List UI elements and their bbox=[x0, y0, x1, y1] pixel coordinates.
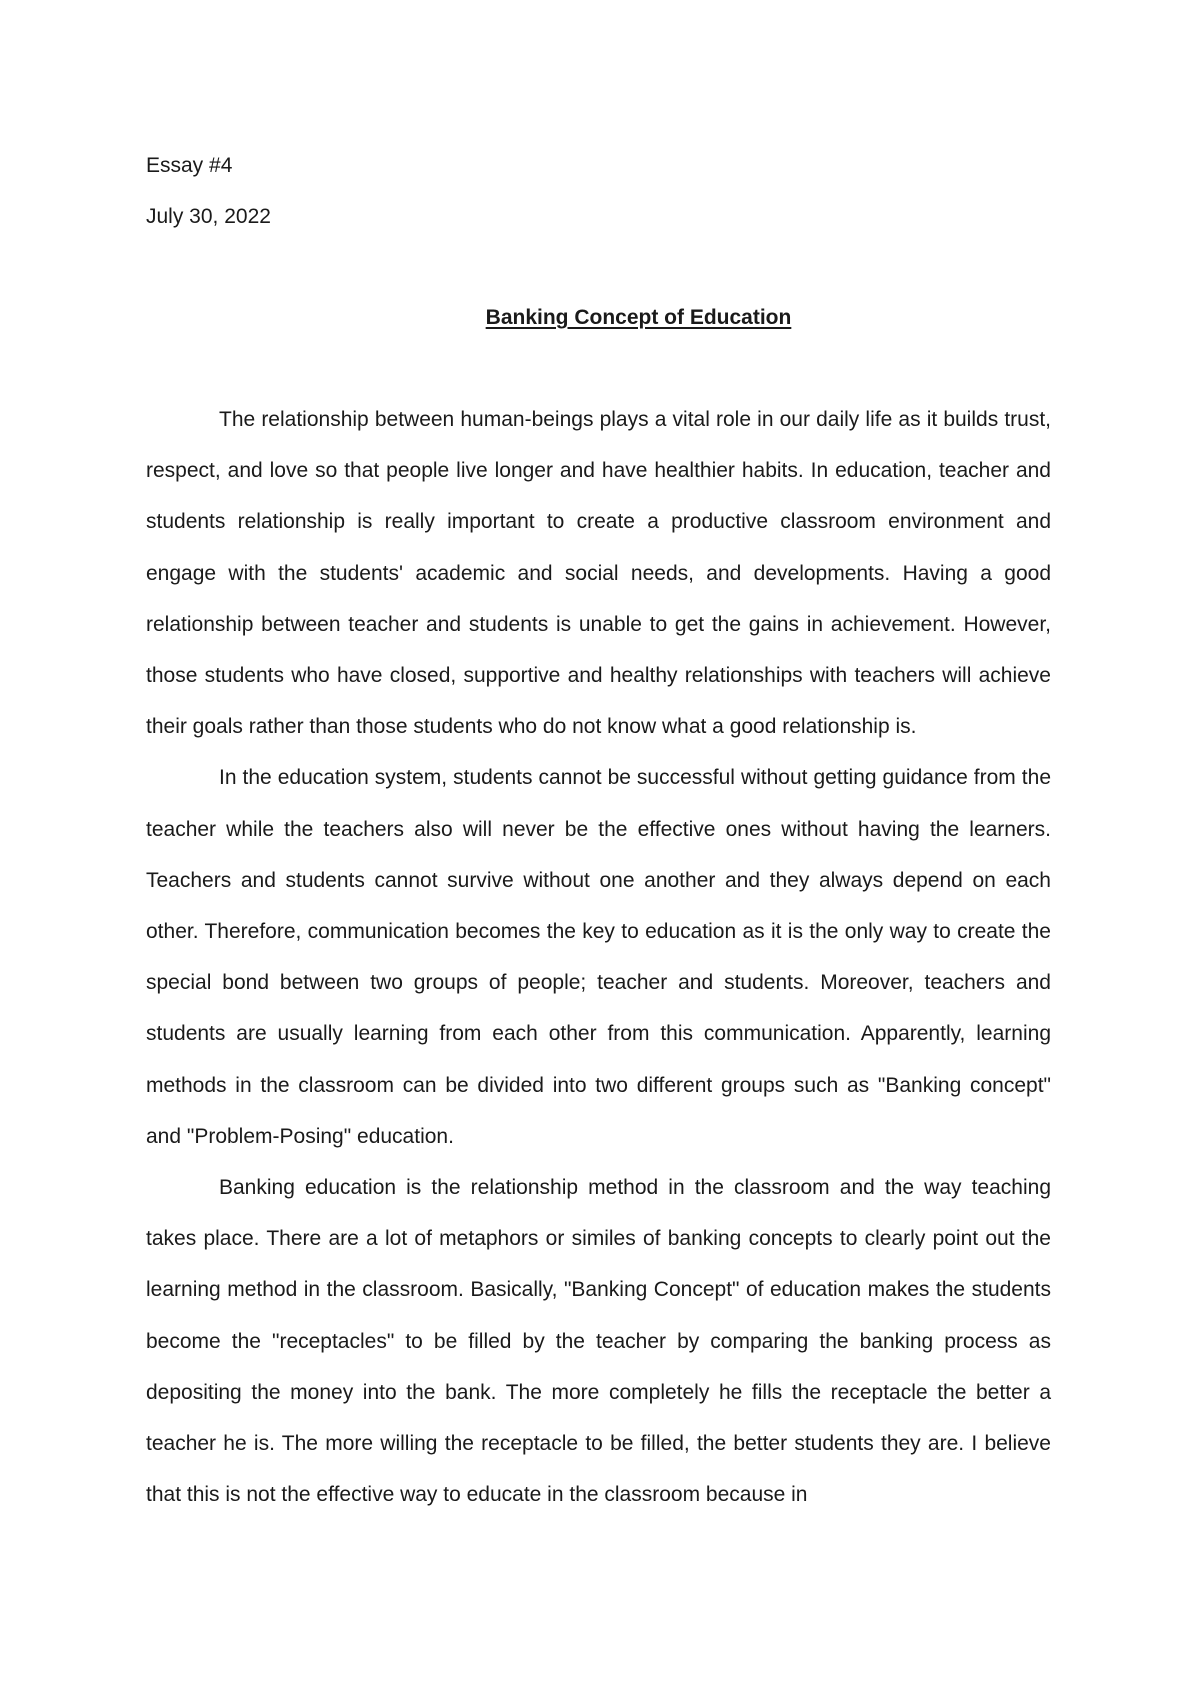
essay-number: Essay #4 bbox=[146, 154, 233, 177]
essay-date: July 30, 2022 bbox=[146, 205, 271, 228]
title-row bbox=[146, 292, 1051, 343]
document-content bbox=[146, 140, 1051, 1520]
essay-title: Banking Concept of Education bbox=[485, 306, 792, 329]
essay-body bbox=[146, 394, 1051, 1520]
paragraph-2: In the education system, students cannot be successful without getting guidance from the teacher while the teachers also will never be the effective ones without having the learners. Teachers and students cannot survive without one another and they always depend on each other. Therefore, communication becomes the key to education as it is the only way to create the special bond between two groups of people; teacher and students. Moreover, teachers and students are usually learning from each other from this communication. Apparently, learning methods in the classroom can be divided into two different groups such as "Banking concept" and "Problem-Posing" education. bbox=[146, 766, 1051, 1148]
paragraph-1: The relationship between human-beings plays a vital role in our daily life as it builds trust, respect, and love so that people live longer and have healthier habits. In education, teacher and students relationship is really important to create a productive classroom environment and engage with the students' academic and social needs, and developments. Having a good relationship between teacher and students is unable to get the gains in achievement. However, those students who have closed, supportive and healthy relationships with teachers will achieve their goals rather than those students who do not know what a good relationship is. bbox=[146, 408, 1051, 739]
paragraph-3: Banking education is the relationship method in the classroom and the way teaching takes place. There are a lot of metaphors or similes of banking concepts to clearly point out the learning method in the classroom. Basically, "Banking Concept" of education makes the students become the "receptacles" to be filled by the teacher by comparing the banking process as depositing the money into the bank. The more completely he fills the receptacle the better a teacher he is. The more willing the receptacle to be filled, the better students they are. I believe that this is not the effective way to educate in the classroom because in bbox=[146, 1176, 1051, 1507]
